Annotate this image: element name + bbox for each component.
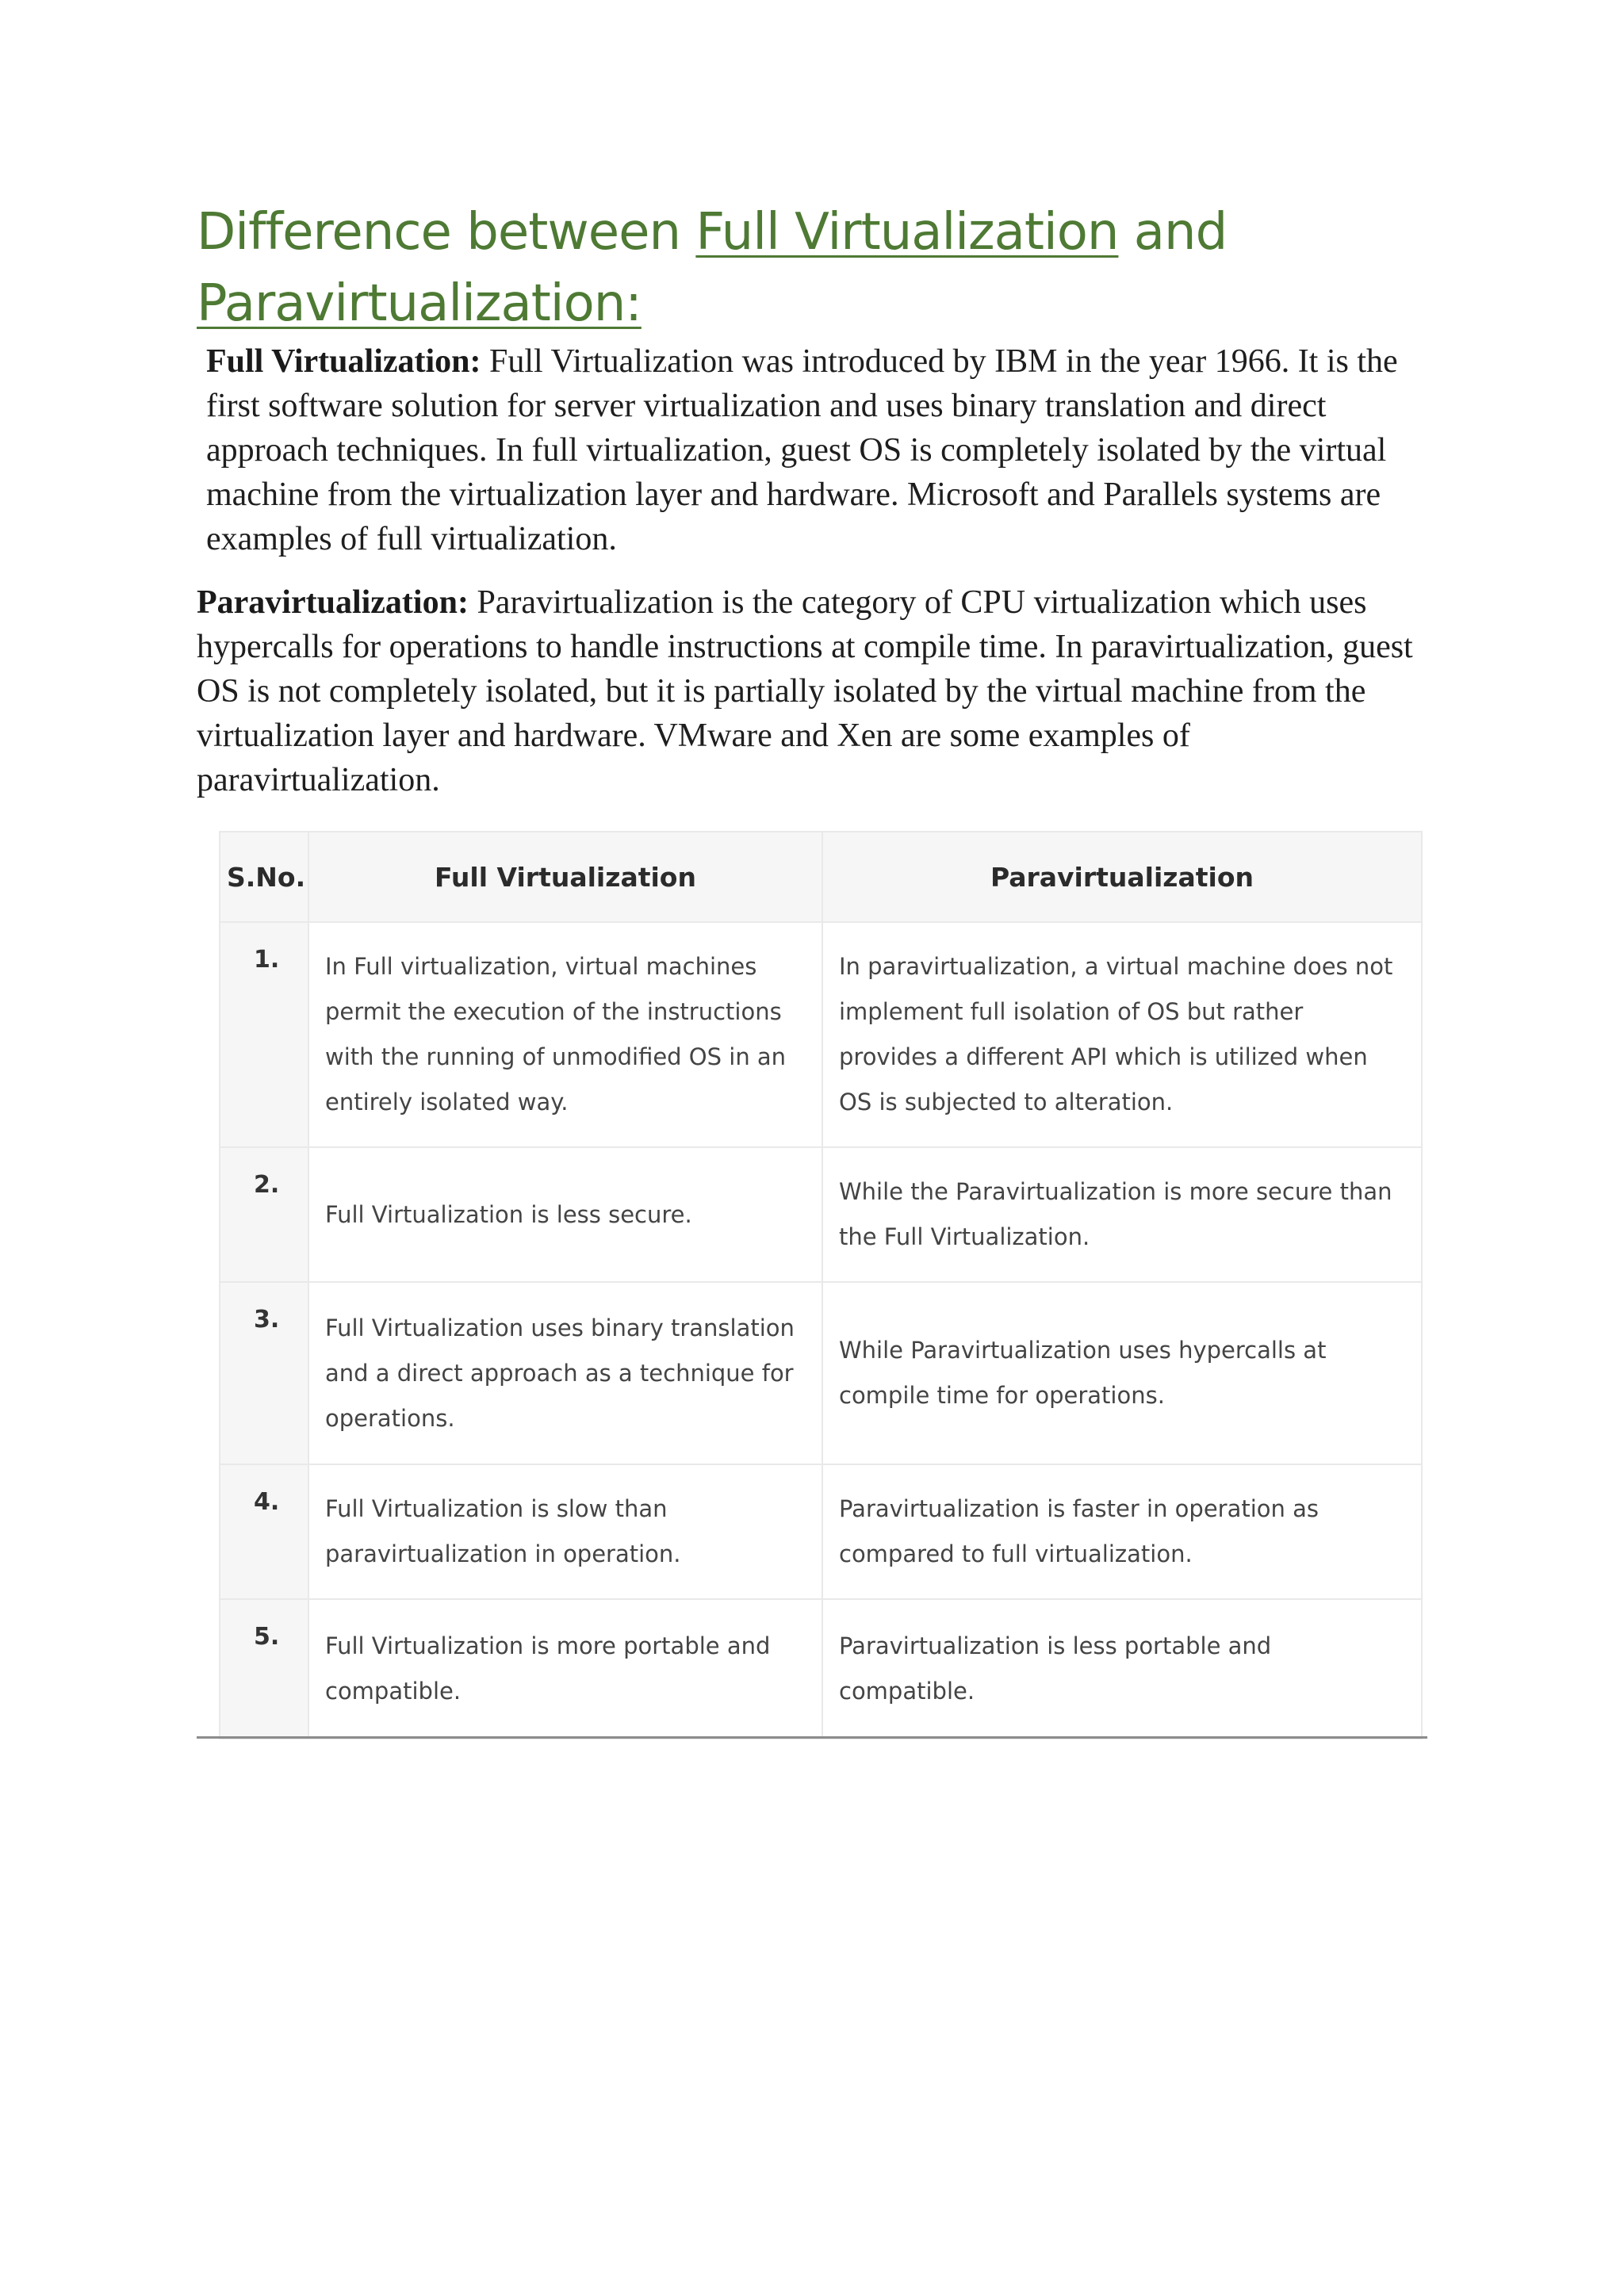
header-sno: S.No. [220,832,308,922]
document-page [197,197,1427,802]
table-row [220,1282,1422,1464]
paravirtualization-cell: While Paravirtualization uses hypercalls at compile time for operations. [822,1282,1422,1464]
full-virtualization-cell: Full Virtualization uses binary translation and a direct approach as a technique for operations. [308,1282,822,1464]
table-row [220,1464,1422,1599]
full-virtualization-paragraph [197,339,1427,561]
header-full-virtualization: Full Virtualization [308,832,822,922]
comparison-table-image [219,831,1421,1739]
title-prefix: Difference between [197,203,696,262]
full-virtualization-label: Full Virtualization: [206,343,481,380]
table-row [220,922,1422,1147]
full-virtualization-link[interactable]: Full Virtualization [695,203,1119,262]
full-virtualization-text: Full Virtualization was introduced by IBM in the year 1966. It is the first software solution for server virtualization and uses binary translation and direct approach techniques. In full virtualization, guest OS is completely isolated by the virtual machine from the virtualization layer and hardware. Microsoft and Parallels systems are examples of full virtualization. [206,343,1398,557]
table-row [220,1147,1422,1282]
title-middle: and [1118,203,1228,262]
row-number: 1. [220,922,308,1147]
row-number: 5. [220,1599,308,1739]
paravirtualization-cell: Paravirtualization is less portable and compatible. [822,1599,1422,1739]
full-virtualization-cell: In Full virtualization, virtual machines permit the execution of the instructions with the running of unmodified OS in an entirely isolated way. [308,922,822,1147]
full-virtualization-cell: Full Virtualization is slow than paravirtualization in operation. [308,1464,822,1599]
paravirtualization-cell: In paravirtualization, a virtual machine does not implement full isolation of OS but rather provides a different API which is utilized when OS is subjected to alteration. [822,922,1422,1147]
row-number: 3. [220,1282,308,1464]
paravirtualization-cell: Paravirtualization is faster in operation as compared to full virtualization. [822,1464,1422,1599]
comparison-table [219,831,1423,1739]
paravirtualization-paragraph [197,580,1427,802]
horizontal-divider [197,1736,1427,1739]
header-paravirtualization: Paravirtualization [822,832,1422,922]
table-row [220,1599,1422,1739]
paravirtualization-label: Paravirtualization: [197,584,469,621]
table-header-row [220,832,1422,922]
paravirtualization-link[interactable]: Paravirtualization: [197,274,642,333]
paravirtualization-cell: While the Paravirtualization is more secure than the Full Virtualization. [822,1147,1422,1282]
full-virtualization-cell: Full Virtualization is less secure. [308,1147,822,1282]
full-virtualization-cell: Full Virtualization is more portable and compatible. [308,1599,822,1739]
row-number: 2. [220,1147,308,1282]
row-number: 4. [220,1464,308,1599]
paravirtualization-text: Paravirtualization is the category of CPU virtualization which uses hypercalls for operations to handle instructions at compile time. In paravirtualization, guest OS is not completely isolated, but it is partially isolated by the virtual machine from the virtualization layer and hardware. VMware and Xen are some examples of paravirtualization. [197,584,1413,798]
page-title [197,197,1427,339]
